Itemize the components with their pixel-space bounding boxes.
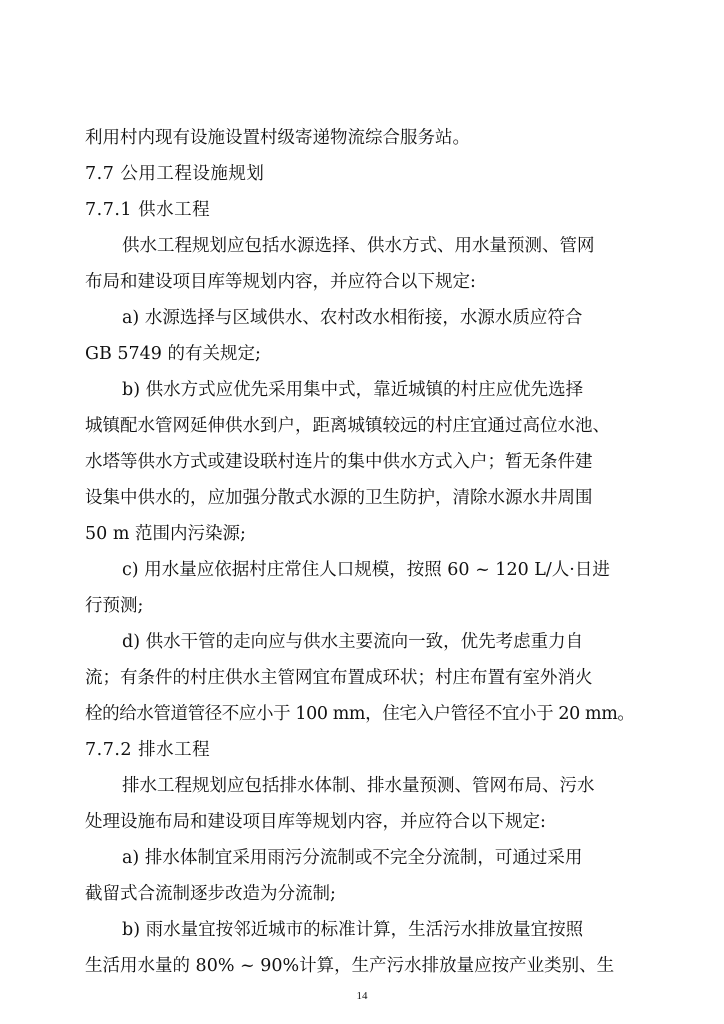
text-line: 排水工程规划应包括排水体制、排水量预测、管网布局、污水 — [122, 776, 595, 796]
page-number: 14 — [356, 990, 368, 1002]
list-item-d: d) 供水干管的走向应与供水主要流向一致，优先考虑重力自 — [122, 632, 584, 652]
text-line: 水塔等供水方式或建设联村连片的集中供水方式入户；暂无条件建 — [85, 452, 593, 472]
list-item-c: c) 用水量应依据村庄常住人口规模，按照 60 ~ 120 L/人·日进 — [122, 560, 610, 580]
text-line: 城镇配水管网延伸供水到户，距离城镇较远的村庄宜通过高位水池、 — [85, 416, 610, 436]
text-line: 栓的给水管道管径不应小于 100 mm，住宅入户管径不宜小于 20 mm。 — [85, 704, 635, 724]
list-item-b: b) 雨水量宜按邻近城市的标准计算，生活污水排放量宜按照 — [122, 920, 584, 940]
text-line: GB 5749 的有关规定; — [85, 344, 261, 364]
section-heading-7-7-1: 7.7.1 供水工程 — [85, 200, 211, 220]
text-line: 流；有条件的村庄供水主管网宜布置成环状；村庄布置有室外消火 — [85, 668, 593, 688]
list-item-a: a) 水源选择与区域供水、农村改水相衔接，水源水质应符合 — [122, 308, 583, 328]
text-line: 设集中供水的，应加强分散式水源的卫生防护，清除水源水井周围 — [85, 488, 593, 508]
section-heading-7-7-2: 7.7.2 排水工程 — [85, 740, 211, 760]
text-line: 生活用水量的 80% ~ 90%计算，生产污水排放量应按产业类别、生 — [85, 956, 615, 976]
list-item-a: a) 排水体制宜采用雨污分流制或不完全分流制，可通过采用 — [122, 848, 583, 868]
text-line: 截留式合流制逐步改造为分流制; — [85, 884, 336, 904]
text-line: 布局和建设项目库等规划内容，并应符合以下规定: — [85, 272, 476, 292]
text-line: 行预测; — [85, 596, 144, 616]
text-line: 供水工程规划应包括水源选择、供水方式、用水量预测、管网 — [122, 236, 595, 256]
section-heading-7-7: 7.7 公用工程设施规划 — [85, 164, 265, 184]
text-line: 50 m 范围内污染源; — [85, 524, 246, 544]
text-line: 处理设施布局和建设项目库等规划内容，并应符合以下规定: — [85, 812, 546, 832]
list-item-b: b) 供水方式应优先采用集中式，靠近城镇的村庄应优先选择 — [122, 380, 584, 400]
text-line: 利用村内现有设施设置村级寄递物流综合服务站。 — [85, 128, 470, 148]
